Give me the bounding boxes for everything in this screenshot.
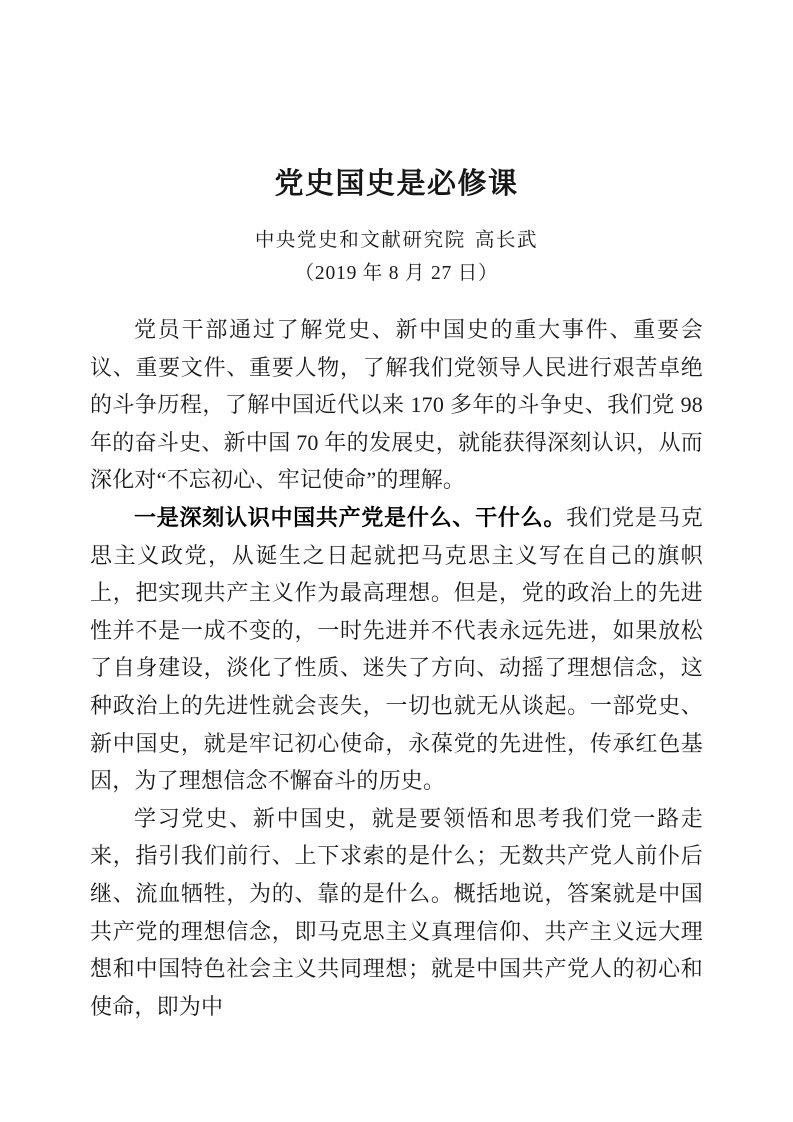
document-content [90,0,703,1025]
paragraph-1 [90,311,703,499]
document-date: （2019 年 8 月 27 日） [294,263,499,284]
paragraph-2-text: 我们党是马克思主义政党，从诞生之日起就把马克思主义写在自己的旗帜上，把实现共产主义作为最高理想。但是，党的政治上的先进性并不是一成不变的，一时先进并不代表永远先进，如果放松了自身建设，淡化了性质、迷失了方向、动摇了理想信念，这种政治上的先进性就会丧失，一切也就无从谈起。一部党史、新中国史，就是牢记初心使命，永葆党的先进性，传承红色基因，为了理想信念不懈奋斗的历史。 [90,504,703,794]
byline [90,204,703,256]
byline-organization: 中央党史和文献研究院 [254,230,466,251]
byline-author: 高长武 [474,230,539,251]
page-title: 党史国史是必修课 [274,168,519,200]
paragraph-2-lead: 一是深刻认识中国共产党是什么、干什么。 [134,504,567,530]
paragraph-1-text: 党员干部通过了解党史、新中国史的重大事件、重要会议、重要文件、重要人物，了解我们党领导人民进行艰苦卓绝的斗争历程，了解中国近代以来 170 多年的斗争史、我们党 98 年的奋斗史、新中国 70 年的发展史，就能获得深刻认识，从而深化对“不忘初心、牢记使命”的理解。 [90,317,703,493]
paragraph-3-text: 学习党史、新中国史，就是要领悟和思考我们党一路走来，指引我们前行、上下求索的是什么；无数共产党人前仆后继、流血牺牲，为的、靠的是什么。概括地说，答案就是中国共产党的理想信念，即马克思主义真理信仰、共产主义远大理想和中国特色社会主义共同理想；就是中国共产党人的初心和使命，即为中 [90,805,703,1019]
paragraph-3 [90,800,703,1026]
paragraph-2 [90,499,703,800]
body-text [90,289,703,1025]
